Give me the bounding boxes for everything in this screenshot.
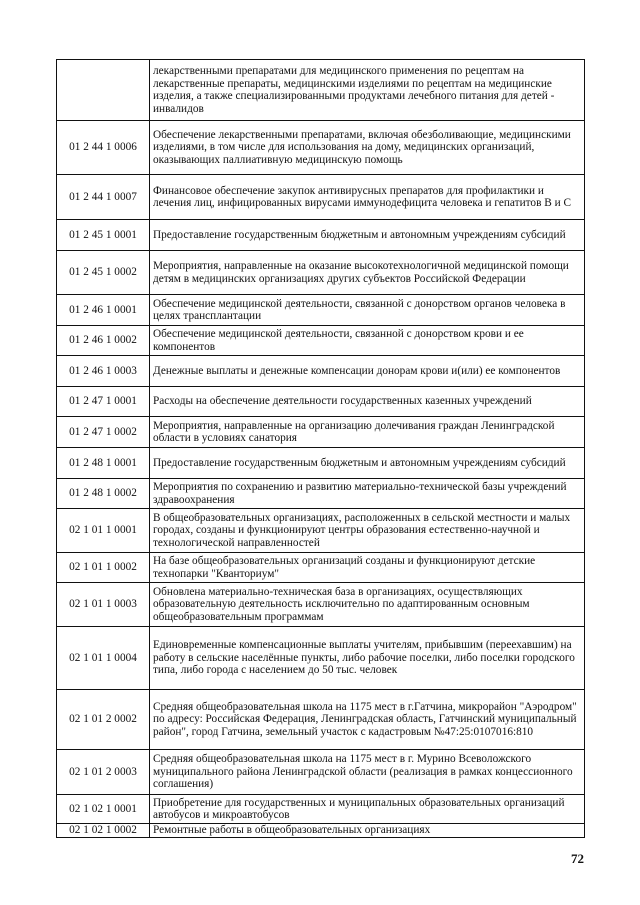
row-code: 01 2 46 1 0003 xyxy=(57,356,150,387)
row-code: 01 2 45 1 0002 xyxy=(57,251,150,295)
table-row xyxy=(57,627,585,690)
row-code: 01 2 48 1 0001 xyxy=(57,448,150,479)
row-description: Обновлена материально-техническая база в организациях, осуществляющих образовательную деятельность исключительно по адаптированным основным общеобразовательным программам xyxy=(150,583,585,627)
row-description: Ремонтные работы в общеобразовательных организациях xyxy=(150,824,585,838)
row-description: В общеобразовательных организациях, расположенных в сельской местности и малых городах, созданы и функционируют центры образования естественно-научной и технологической направленностей xyxy=(150,509,585,553)
table-row xyxy=(57,417,585,448)
table-row xyxy=(57,479,585,509)
row-code: 02 1 02 1 0001 xyxy=(57,795,150,824)
row-code: 01 2 46 1 0001 xyxy=(57,295,150,326)
row-description: лекарственными препаратами для медицинского применения по рецептам на лекарственные препараты, медицинскими изделиями по рецептам на медицинские изделия, а также специализированными продуктами лечебного питания для детей - инвалидов xyxy=(150,60,585,121)
row-description: Средняя общеобразовательная школа на 1175 мест в г. Мурино Всеволожского муниципального района Ленинградской области (реализация в рамках концессионного соглашения) xyxy=(150,750,585,795)
row-description: Финансовое обеспечение закупок антивирусных препаратов для профилактики и лечения лиц, инфицированных вирусами иммунодефицита человека и гепатитов В и С xyxy=(150,175,585,220)
row-description: Обеспечение медицинской деятельности, связанной с донорством органов человека в целях трансплантации xyxy=(150,295,585,326)
table-row xyxy=(57,295,585,326)
table-row xyxy=(57,750,585,795)
table-row xyxy=(57,220,585,251)
table-row xyxy=(57,553,585,583)
table-row xyxy=(57,356,585,387)
row-code: 02 1 01 1 0003 xyxy=(57,583,150,627)
row-description: Обеспечение медицинской деятельности, связанной с донорством крови и ее компонентов xyxy=(150,326,585,356)
row-code: 01 2 44 1 0007 xyxy=(57,175,150,220)
row-description: Средняя общеобразовательная школа на 1175 мест в г.Гатчина, микрорайон "Аэродром" по адресу: Российская Федерация, Ленинградская область, Гатчинский муниципальный район", город Гатчина, земельный участок с кадастровым №47:25:0107016:810 xyxy=(150,690,585,750)
table-row xyxy=(57,509,585,553)
row-code: 02 1 02 1 0002 xyxy=(57,824,150,838)
table-row xyxy=(57,795,585,824)
table-row xyxy=(57,251,585,295)
row-code: 01 2 44 1 0006 xyxy=(57,121,150,175)
row-code: 02 1 01 2 0002 xyxy=(57,690,150,750)
table-row xyxy=(57,121,585,175)
table-row xyxy=(57,690,585,750)
row-description: Приобретение для государственных и муниципальных образовательных организаций автобусов и микроавтобусов xyxy=(150,795,585,824)
row-description: Мероприятия, направленные на оказание высокотехнологичной медицинской помощи детям в медицинских организациях других субъектов Российской Федерации xyxy=(150,251,585,295)
page-number: 72 xyxy=(571,851,584,866)
table-row xyxy=(57,387,585,417)
row-description: Обеспечение лекарственными препаратами, включая обезболивающие, медицинскими изделиями, в том числе для использования на дому, медицинских организаций, оказывающих паллиативную медицинскую помощь xyxy=(150,121,585,175)
row-code xyxy=(57,60,150,121)
row-description: Мероприятия, направленные на организацию долечивания граждан Ленинградской области в условиях санатория xyxy=(150,417,585,448)
row-code: 02 1 01 1 0001 xyxy=(57,509,150,553)
row-code: 01 2 46 1 0002 xyxy=(57,326,150,356)
table-row xyxy=(57,175,585,220)
row-description: Предоставление государственным бюджетным и автономным учреждениям субсидий xyxy=(150,448,585,479)
table-row xyxy=(57,583,585,627)
row-code: 02 1 01 1 0004 xyxy=(57,627,150,690)
row-description: Мероприятия по сохранению и развитию материально-технической базы учреждений здравоохранения xyxy=(150,479,585,509)
row-code: 02 1 01 1 0002 xyxy=(57,553,150,583)
row-description: Расходы на обеспечение деятельности государственных казенных учреждений xyxy=(150,387,585,417)
table-row xyxy=(57,824,585,838)
table-row xyxy=(57,448,585,479)
row-description: На базе общеобразовательных организаций созданы и функционируют детские технопарки "Кванториум" xyxy=(150,553,585,583)
row-description: Денежные выплаты и денежные компенсации донорам крови и(или) ее компонентов xyxy=(150,356,585,387)
budget-codes-table xyxy=(56,59,585,838)
row-code: 01 2 45 1 0001 xyxy=(57,220,150,251)
row-code: 01 2 48 1 0002 xyxy=(57,479,150,509)
row-code: 02 1 01 2 0003 xyxy=(57,750,150,795)
table-row xyxy=(57,326,585,356)
row-code: 01 2 47 1 0001 xyxy=(57,387,150,417)
row-description: Предоставление государственным бюджетным и автономным учреждениям субсидий xyxy=(150,220,585,251)
row-code: 01 2 47 1 0002 xyxy=(57,417,150,448)
table-row xyxy=(57,60,585,121)
row-description: Единовременные компенсационные выплаты учителям, прибывшим (переехавшим) на работу в сельские населённые пункты, либо рабочие поселки, либо поселки городского типа, либо города с населением до 50 тыс. человек xyxy=(150,627,585,690)
